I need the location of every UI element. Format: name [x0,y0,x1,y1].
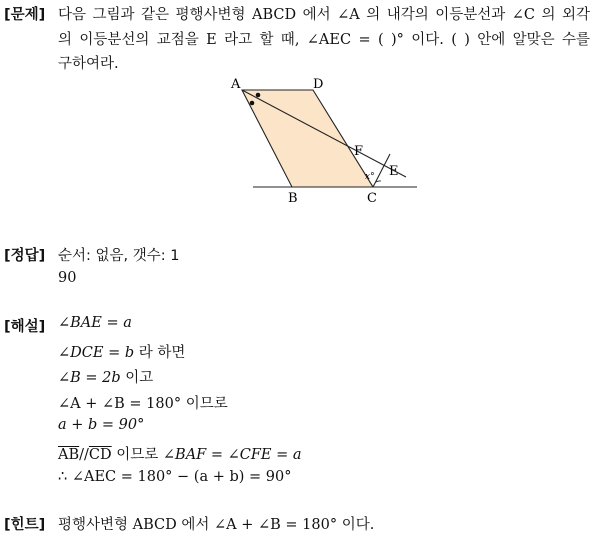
angle-mark-dot-2 [250,101,255,106]
label-f: F [354,144,364,159]
solution-step-4-math: ∠A + ∠B = 180° [58,396,182,412]
answer-value: 90 [58,270,77,286]
hint-tag: [힌트] [4,517,46,533]
segment-ab: $\overline{AB}$ [58,447,80,463]
label-a: A [231,77,241,92]
angle-arc-c [376,181,381,182]
label-e: E [389,164,399,179]
solution-step-5: a + b = 90° [58,417,145,433]
angle-mark-dot-1 [256,93,261,98]
parallelogram-figure [225,70,425,210]
label-c: C [367,191,377,206]
problem-line-1: 다음 그림과 같은 평행사변형 ABCD 에서 ∠A 의 내각의 이등분선과 ∠C 의 외각 [58,7,590,23]
solution-step-6 [58,443,302,464]
solution-step-2-math: ∠DCE = b [58,345,135,361]
bisector-ce [373,154,390,187]
solution-step-2 [58,341,185,362]
solution-tag: [해설] [4,319,46,335]
parallelogram-abcd [242,90,373,187]
solution-step-4-text: 이므로 [181,396,228,412]
problem-line-2: 의 이등분선의 교점을 E 라고 할 때, ∠AEC = ( )° 이다. ( ) 안에 알맞은 수를 [58,32,590,48]
solution-step-3-math: ∠B = 2b [58,370,121,386]
solution-step-4 [58,392,228,413]
solution-step-3 [58,366,153,387]
solution-step-1: ∠BAE = a [58,315,132,331]
parallel-sign: // [79,447,89,463]
answer-tag: [정답] [4,248,46,264]
solution-step-2-text: 라 하면 [134,345,186,361]
answer-meta: 순서: 없음, 갯수: 1 [58,248,180,264]
problem-tag: [문제] [4,7,46,23]
hint-text: 평행사변형 ABCD 에서 ∠A + ∠B = 180° 이다. [58,517,375,533]
problem-line-3: 구하여라. [58,56,119,72]
segment-cd: $\overline{CD}$ [88,447,112,463]
solution-step-6-text: 이므로 [111,447,163,463]
solution-step-3-text: 이고 [120,370,154,386]
solution-step-7: ∴ ∠AEC = 180° − (a + b) = 90° [58,469,292,485]
label-b: B [288,191,298,206]
label-d: D [313,77,324,92]
solution-step-6-math: ∠BAF = ∠CFE = a [162,447,302,463]
label-angle-x: x° [365,172,375,182]
